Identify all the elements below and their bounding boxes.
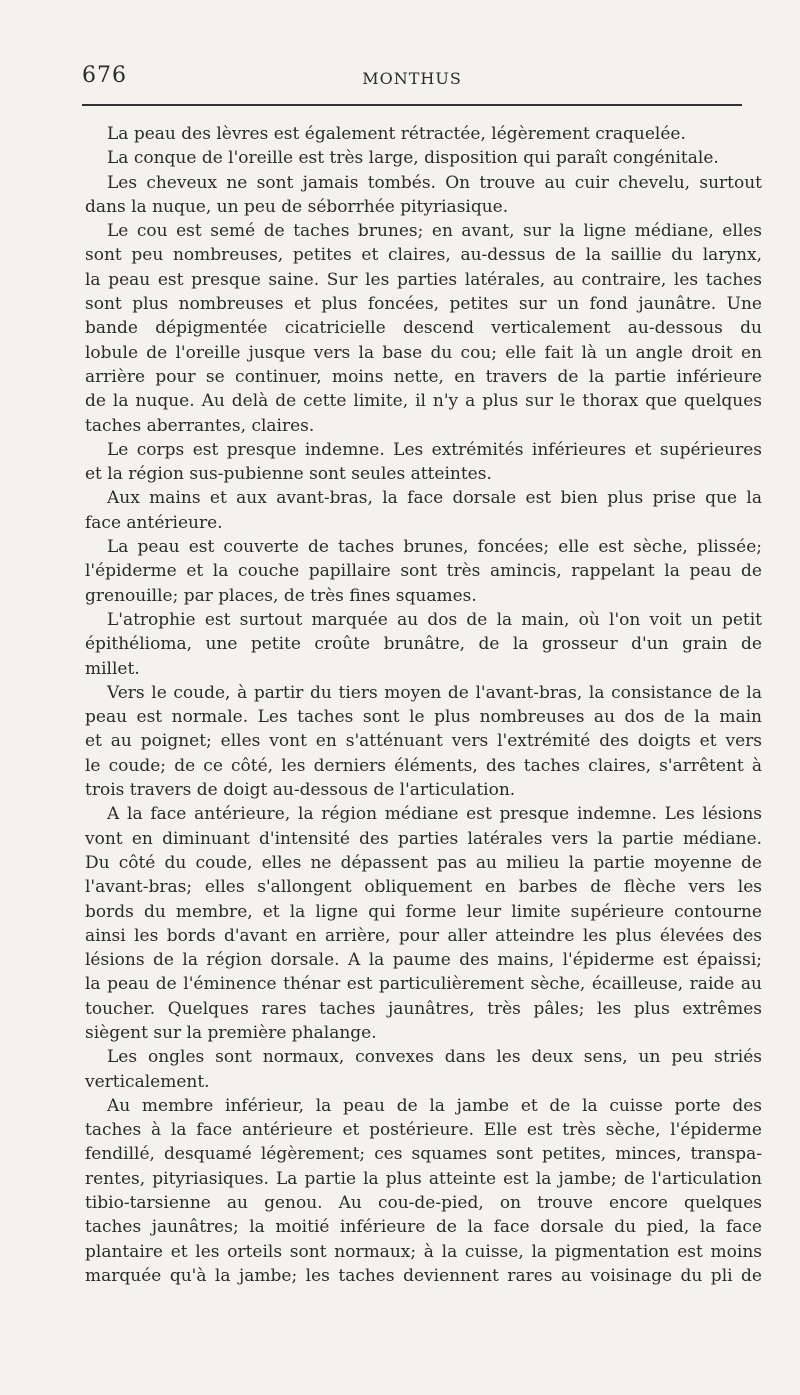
text-line: vont en diminuant d'intensité des parties latérales vers la partie médiane. <box>85 828 762 849</box>
text-line: lésions de la région dorsale. A la paume des mains, l'épiderme est épaissi; <box>85 950 762 971</box>
text-line: l'avant-bras; elles s'allongent obliquement en barbes de flèche vers les <box>85 877 762 898</box>
text-line: marquée qu'à la jambe; les taches deviennent rares au voisinage du pli de <box>85 1265 762 1286</box>
text-line: Du côté du coude, elles ne dépassent pas au milieu la partie moyenne de <box>85 852 762 873</box>
text-line: Aux mains et aux avant-bras, la face dorsale est bien plus prise que la <box>107 488 762 509</box>
text-line: Vers le coude, à partir du tiers moyen de l'avant-bras, la consistance de la <box>107 682 762 703</box>
text-line: La peau des lèvres est également rétractée, légèrement craquelée. <box>107 124 686 144</box>
text-line: arrière pour se continuer, moins nette, en travers de la partie inférieure <box>85 366 762 387</box>
text-line: sont peu nombreuses, petites et claires, au-dessus de la saillie du larynx, <box>85 245 762 266</box>
text-line: la peau est presque saine. Sur les parties latérales, au contraire, les taches <box>85 269 762 290</box>
text-line: verticalement. <box>85 1071 210 1092</box>
text-line: Le corps est presque indemne. Les extrémités inférieures et supérieures <box>107 439 762 460</box>
text-line: ainsi les bords d'avant en arrière, pour aller atteindre les plus élevées des <box>85 925 762 946</box>
text-line: tibio-tarsienne au genou. Au cou-de-pied, on trouve encore quelques <box>85 1193 762 1214</box>
page-header <box>82 63 742 103</box>
text-line: siègent sur la première phalange. <box>85 1022 377 1043</box>
running-head: MONTHUS <box>362 69 462 88</box>
text-line: épithélioma, une petite croûte brunâtre, de la grosseur d'un grain de <box>85 634 762 655</box>
text-line: L'atrophie est surtout marquée au dos de la main, où l'on voit un petit <box>107 609 762 630</box>
text-line: la peau de l'éminence thénar est particulièrement sèche, écailleuse, raide au <box>85 974 762 995</box>
text-line: taches jaunâtres; la moitié inférieure de la face dorsale du pied, la face <box>85 1217 762 1238</box>
text-line: La peau est couverte de taches brunes, foncées; elle est sèche, plissée; <box>107 537 762 558</box>
text-line: bords du membre, et la ligne qui forme leur limite supérieure contourne <box>85 901 762 922</box>
text-line: trois travers de doigt au-dessous de l'articulation. <box>85 780 516 801</box>
text-line: plantaire et les orteils sont normaux; à la cuisse, la pigmentation est moins <box>85 1241 762 1262</box>
text-line: dans la nuque, un peu de séborrhée pityriasique. <box>85 196 509 217</box>
text-line: grenouille; par places, de très fines squames. <box>85 585 477 606</box>
text-line: et la région sus-pubienne sont seules atteintes. <box>85 464 492 485</box>
page-number: 676 <box>82 63 127 88</box>
text-line: Les cheveux ne sont jamais tombés. On trouve au cuir chevelu, surtout <box>107 172 762 193</box>
text-line: millet. <box>85 658 140 679</box>
text-line: sont plus nombreuses et plus foncées, petites sur un fond jaunâtre. Une <box>85 294 762 315</box>
text-line: le coude; de ce côté, les derniers éléments, des taches claires, s'arrêtent à <box>85 755 762 776</box>
text-line: La conque de l'oreille est très large, disposition qui paraît congénitale. <box>107 148 719 169</box>
text-line: peau est normale. Les taches sont le plus nombreuses au dos de la main <box>85 707 762 728</box>
text-line: face antérieure. <box>85 512 223 533</box>
text-line: Les ongles sont normaux, convexes dans les deux sens, un peu striés <box>107 1047 762 1068</box>
text-line: et au poignet; elles vont en s'atténuant vers l'extrémité des doigts et vers <box>85 731 762 752</box>
text-line: rentes, pityriasiques. La partie la plus atteinte est la jambe; de l'articulation <box>85 1168 762 1189</box>
text-line: l'épiderme et la couche papillaire sont très amincis, rappelant la peau de <box>85 561 762 582</box>
text-line: de la nuque. Au delà de cette limite, il n'y a plus sur le thorax que quelques <box>85 391 762 412</box>
text-line: fendillé, desquamé légèrement; ces squames sont petites, minces, transpa- <box>85 1144 762 1165</box>
text-line: taches à la face antérieure et postérieure. Elle est très sèche, l'épiderme <box>85 1120 762 1141</box>
header-rule <box>82 104 742 106</box>
text-line: lobule de l'oreille jusque vers la base du cou; elle fait là un angle droit en <box>85 342 762 363</box>
body-text <box>85 122 762 1288</box>
text-line: toucher. Quelques rares taches jaunâtres, très pâles; les plus extrêmes <box>85 998 762 1019</box>
text-line: bande dépigmentée cicatricielle descend verticalement au-dessous du <box>85 318 762 339</box>
text-line: taches aberrantes, claires. <box>85 415 315 436</box>
text-line: Au membre inférieur, la peau de la jambe et de la cuisse porte des <box>107 1095 762 1116</box>
text-line: A la face antérieure, la région médiane est presque indemne. Les lésions <box>107 804 762 825</box>
text-line: Le cou est semé de taches brunes; en avant, sur la ligne médiane, elles <box>107 221 762 242</box>
